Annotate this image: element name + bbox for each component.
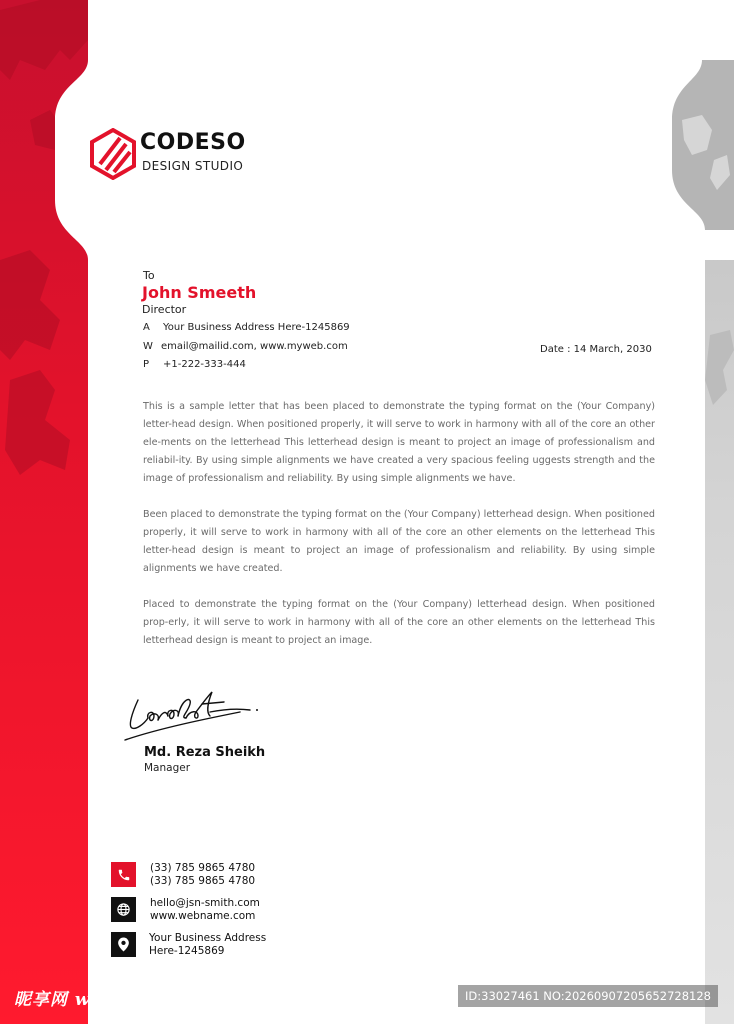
- footer-web: [150, 897, 260, 923]
- recipient-role: Director: [142, 303, 187, 316]
- watermark-right: ID:33027461 NO:20260907205652728128: [458, 985, 718, 1007]
- company-logo: [90, 128, 290, 180]
- footer-address-line-1: Your Business Address: [149, 932, 267, 944]
- recipient-phone: +1-222-333-444: [163, 359, 246, 370]
- body-paragraph-2: Been placed to demonstrate the typing format on the (Your Company) letterhead design. When positioned properly, it will serve to work in harmony with all of the core an other elements on the letterhead This letter-head design is meant to project an image of professionalism and reliability. By using simple alignments we have created.: [143, 509, 655, 574]
- globe-icon: [111, 897, 136, 922]
- recipient-name: John Smeeth: [142, 283, 257, 302]
- letter-date: Date : 14 March, 2030: [540, 344, 652, 355]
- footer-phone-line-1: (33) 785 9865 4780: [150, 862, 256, 874]
- body-paragraph-3: Placed to demonstrate the typing format on the (Your Company) letterhead design. When positioned prop-erly, it will serve to work in harmony with all of the core an other elements on the letterhead This letterhead design is meant to project an image.: [143, 599, 655, 646]
- footer-email: hello@jsn-smith.com: [150, 897, 260, 909]
- recipient-address-row: [143, 322, 350, 333]
- phone-letter: P: [143, 359, 150, 370]
- hexagon-logo-icon: [90, 128, 136, 180]
- signer-name: Md. Reza Sheikh: [144, 745, 266, 760]
- address-letter: A: [143, 322, 150, 333]
- footer-address-line-2: Here-1245869: [149, 945, 225, 957]
- footer-website: www.webname.com: [150, 910, 256, 922]
- phone-icon: [111, 862, 136, 887]
- body-paragraph-1: This is a sample letter that has been placed to demonstrate the typing format on the (Your Company) letter-head design. When positioned properly, it will serve to work in harmony with all of the core an other ele-ments on the letterhead This letterhead design is meant to project an image of professionalism and reliabil-ity. By using simple alignments we have created a very spacious feeling uggests strength and the image of professionalism and reliability. By using simple alignments we have.: [143, 401, 655, 484]
- brand-name: CODESO: [140, 130, 246, 155]
- world-map-texture-right-lower: [705, 330, 734, 410]
- signer-role: Manager: [144, 762, 191, 774]
- brand-tagline: DESIGN STUDIO: [142, 159, 244, 173]
- footer-address: [149, 932, 266, 958]
- to-label: To: [143, 269, 155, 282]
- recipient-web-row: [143, 341, 348, 352]
- handwritten-signature: [120, 688, 270, 743]
- web-letter: W: [143, 341, 153, 352]
- footer-phone: [150, 862, 255, 888]
- recipient-web: email@mailid.com, www.myweb.com: [161, 341, 348, 352]
- map-pin-icon: [111, 932, 136, 957]
- watermark-left: 昵享网 www.nipic.cn: [14, 990, 212, 1010]
- recipient-address: Your Business Address Here-1245869: [163, 322, 350, 333]
- world-map-texture-right: [672, 60, 734, 230]
- footer-phone-line-2: (33) 785 9865 4780: [150, 875, 256, 887]
- recipient-phone-row: [143, 359, 246, 370]
